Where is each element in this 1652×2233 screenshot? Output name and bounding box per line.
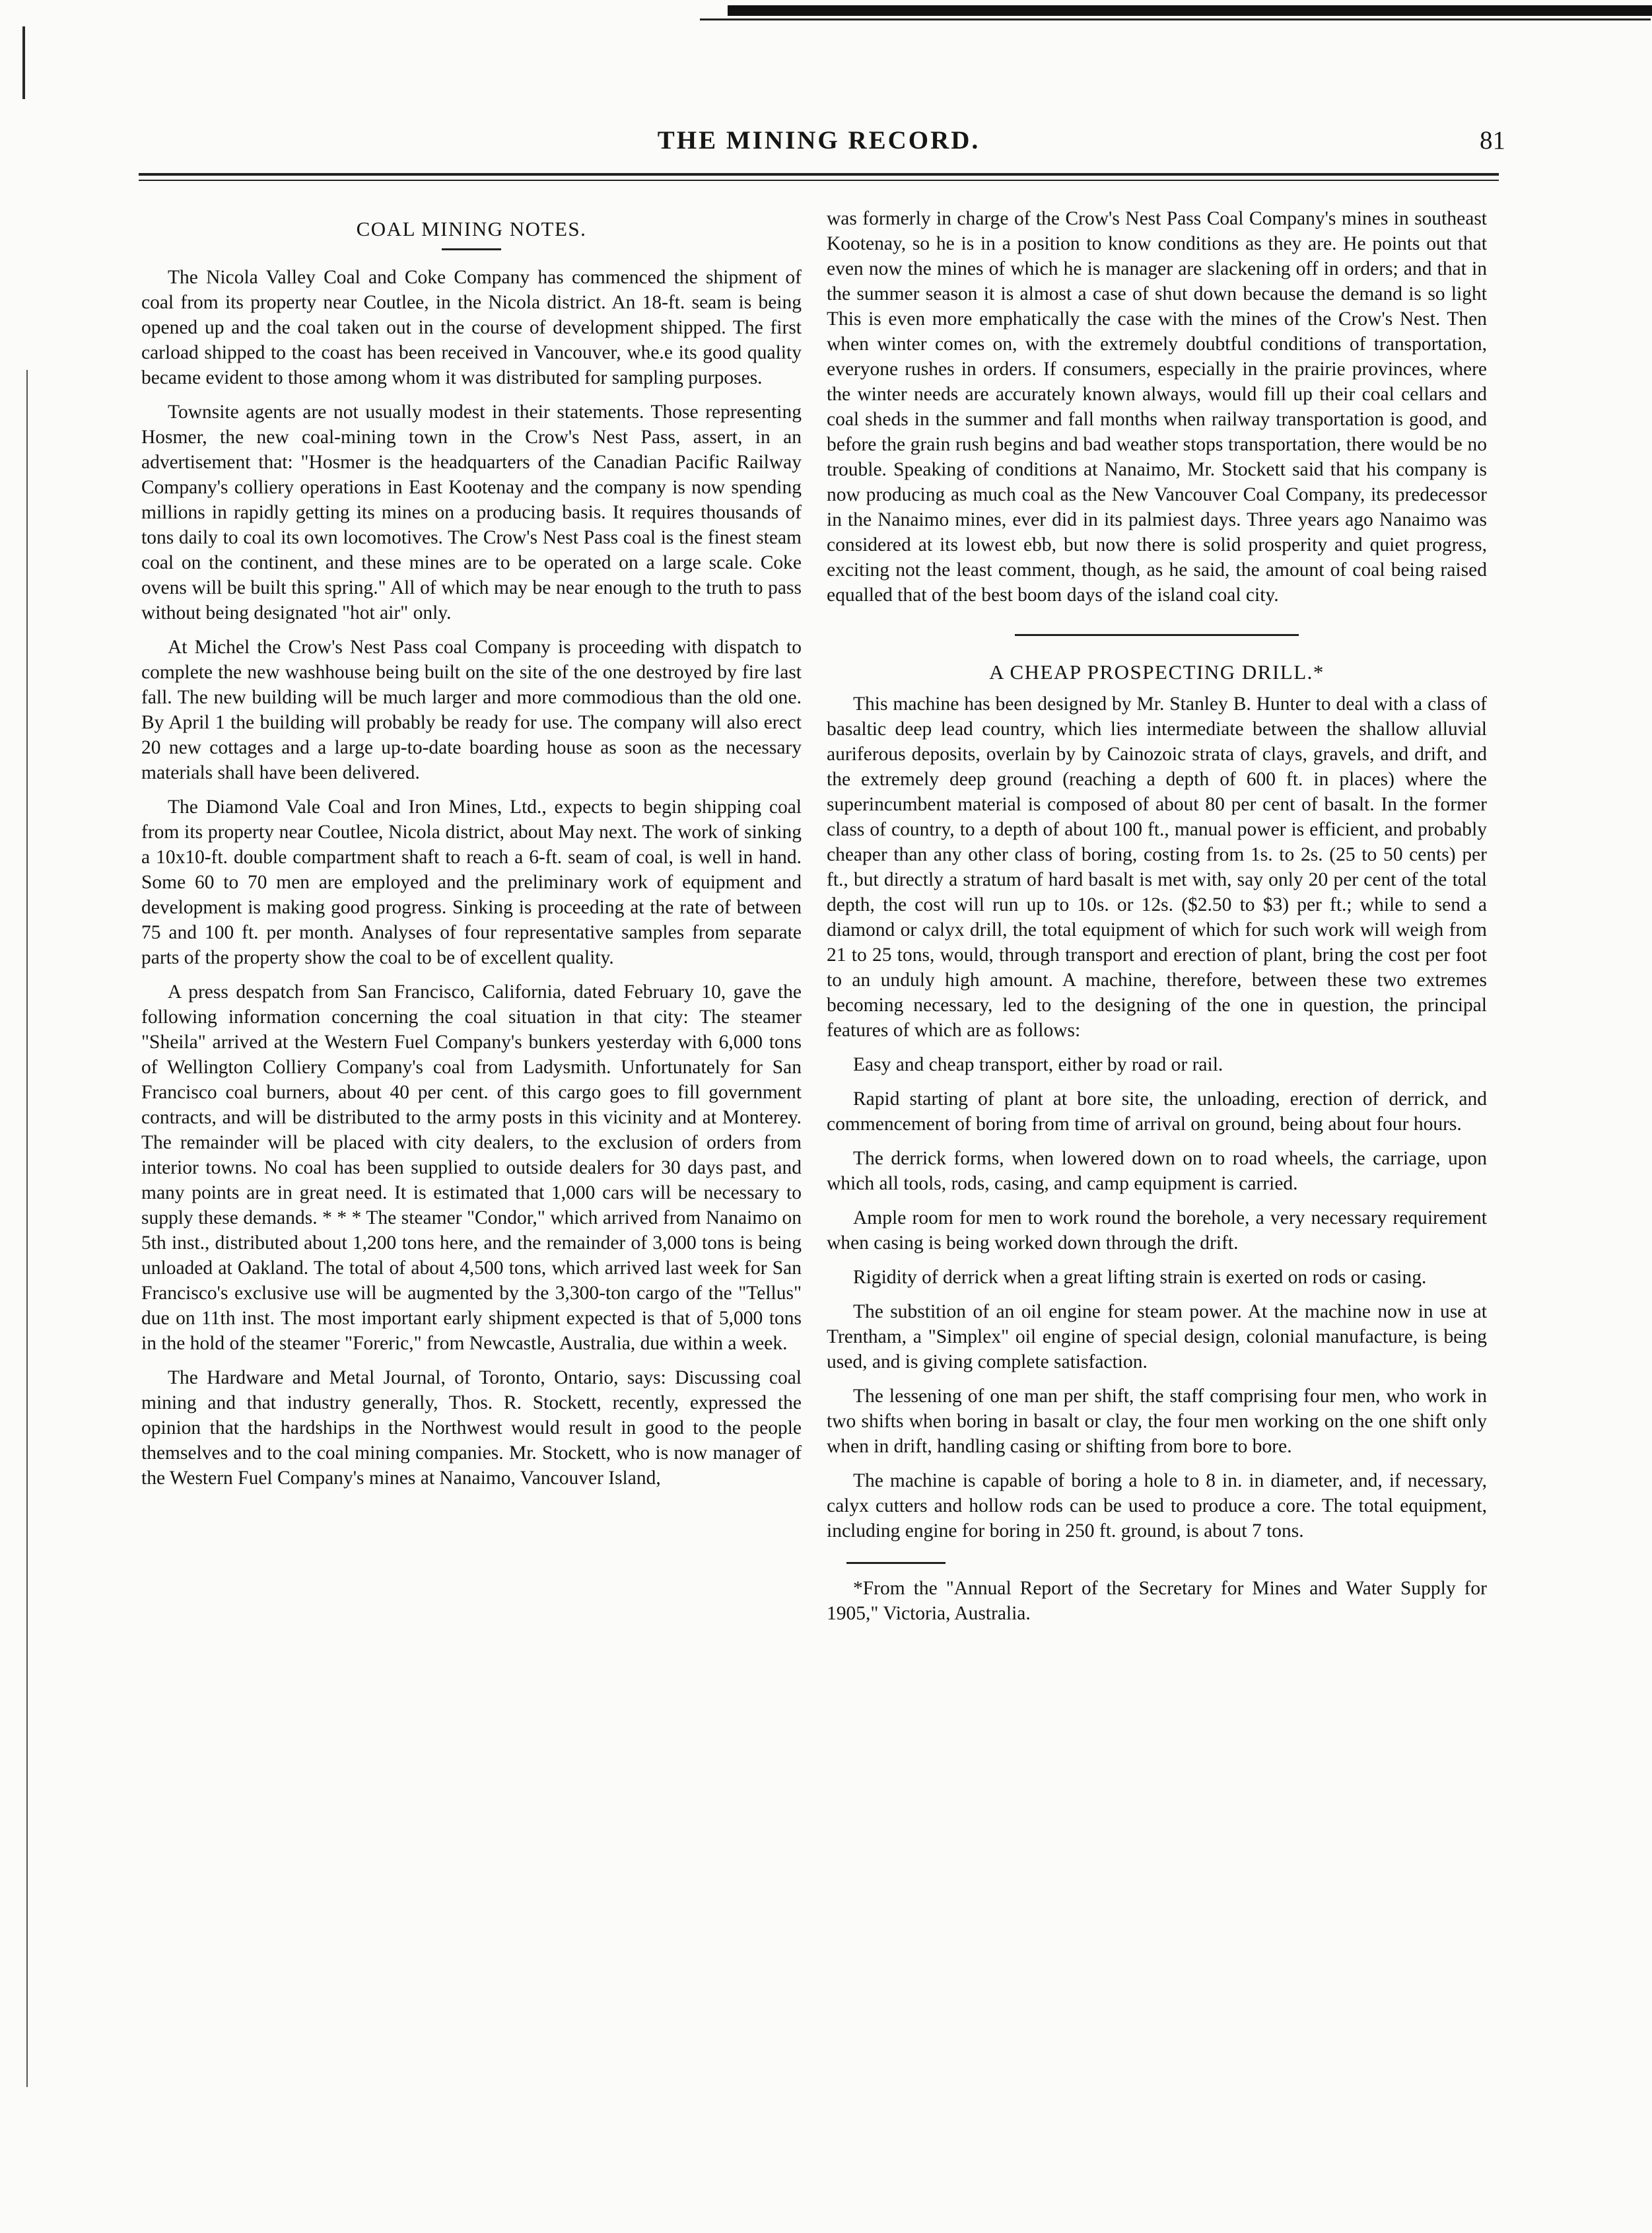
paragraph: The derrick forms, when lowered down on to road wheels, the carriage, upon which all tools, rods, casing, and camp equipment is carried. <box>827 1148 1487 1194</box>
left-column <box>141 206 802 1500</box>
paragraph: Rapid starting of plant at bore site, the unloading, erection of derrick, and commencement of boring from time of arrival on ground, being about four hours. <box>827 1088 1487 1135</box>
paragraph: The lessening of one man per shift, the staff comprising four men, who work in two shifts when boring in basalt or clay, the four men working on the one shift only when in drift, handling casing or shifting from bore to bore. <box>827 1386 1487 1457</box>
paragraph: The Nicola Valley Coal and Coke Company has commenced the shipment of coal from its property near Coutlee, in the Nicola district. An 18-ft. seam is being opened up and the coal taken out in the course of development shipped. The first carload shipped to the coast has been received in Vancouver, whe.e its good quality became evident to those among whom it was distributed for sampling purposes. <box>141 267 802 388</box>
scan-border-top <box>728 5 1652 16</box>
paragraph: The Diamond Vale Coal and Iron Mines, Ltd., expects to begin shipping coal from its property near Coutlee, Nicola district, about May next. The work of sinking a 10x10-ft. double compartment shaft to reach a 6-ft. seam of coal, is well in hand. Some 60 to 70 men are employed and the preliminary work of equipment and development is making good progress. Sinking is proceeding at the rate of between 75 and 100 ft. per month. Analyses of four representative samples from separate parts of the property show the coal to be of excellent quality. <box>141 797 802 968</box>
paragraph: A press despatch from San Francisco, California, dated February 10, gave the following information concerning the coal situation in that city: The steamer "Sheila" arrived at the Western Fuel Company's bunkers yesterday with 6,000 tons of Wellington Colliery Company's coal from Ladysmith. Unfortunately for San Francisco coal burners, about 40 per cent. of this cargo goes to fill government contracts, and will be distributed to the army posts in this vicinity and at Monterey. The remainder will be placed with city dealers, to the exclusion of orders from interior towns. No coal has been supplied to outside dealers for 30 days past, and many points are in great need. It is estimated that 1,000 cars will be necessary to supply these demands. * * * The steamer "Condor," which arrived from Nanaimo on 5th inst., distributed about 1,200 tons here, and the remainder of 3,000 tons is being unloaded at Oakland. The total of about 4,500 tons, which arrived last week for San Francisco's exclusive use will be augmented by the 3,300-ton cargo of the "Tellus" due on 11th inst. The most important early shipment expected is that of 5,000 tons in the hold of the steamer "Foreric," from Newcastle, Australia, due within a week. <box>141 981 802 1354</box>
scan-border-top-thin <box>700 18 1651 20</box>
paragraph: Townsite agents are not usually modest in their statements. Those representing Hosmer, the new coal-mining town in the Crow's Nest Pass, assert, in an advertisement that: "Hosmer is the headquarters of the Canadian Pacific Railway Company's colliery operations in East Kootenay and the company is now spending millions in rapidly getting its mines on a producing basis. It requires thousands of tons daily to coal its own locomotives. The Crow's Nest Pass coal is the finest steam coal on the continent, and these mines are to be operated on a large scale. Coke ovens will be built this spring." All of which may be near enough to the truth to pass without being designated "hot air" only. <box>141 402 802 623</box>
scan-margin-mark <box>22 26 25 99</box>
paragraph: The Hardware and Metal Journal, of Toronto, Ontario, says: Discussing coal mining and that industry generally, Thos. R. Stockett, recently, expressed the opinion that the hardships in the Northwest would result in good to the people themselves and to the coal mining companies. Mr. Stockett, who is now manager of the Western Fuel Company's mines at Nanaimo, Vancouver Island, <box>141 1367 802 1489</box>
page-number: 81 <box>1480 126 1505 155</box>
paragraph: The machine is capable of boring a hole to 8 in. in diameter, and, if necessary, calyx cutters and hollow rods can be used to produce a core. The total equipment, including engine for boring in 250 ft. ground, is about 7 tons. <box>827 1470 1487 1542</box>
article-heading: COAL MINING NOTES. <box>356 217 587 240</box>
continued-paragraph: was formerly in charge of the Crow's Nest Pass Coal Company's mines in southeast Kootenay, so he is in a position to know conditions as they are. He points out that even now the mines of which he is manager are slackening off in orders; and that in the summer season it is almost a case of shut down because the demand is so light This is even more emphatically the case with the mines of the Crow's Nest. Then when winter comes on, with the extremely doubtful conditions of transportation, everyone rushes in orders. If consumers, especially in the prairie provinces, where the winter needs are accurately known always, would fill up their coal cellars and coal sheds in the summer and fall months when railway transportation is good, and before the grain rush begins and bad weather stops transportation, there would be no trouble. Speaking of conditions at Nanaimo, Mr. Stockett said that his company is now producing as much coal as the New Vancouver Coal Company, its predecessor in the Nanaimo mines, ever did in its palmiest days. Three years ago Nanaimo was considered at its lowest ebb, but now there is solid prosperity and quiet progress, exciting not the least comment, though, as he said, the amount of coal being raised equalled that of the best boom days of the island coal city. <box>827 208 1487 606</box>
article-heading: A CHEAP PROSPECTING DRILL.* <box>989 660 1325 684</box>
header-rule-thick <box>139 173 1499 176</box>
heading-rule <box>442 248 501 250</box>
paragraph: The substition of an oil engine for steam power. At the machine now in use at Trentham, a "Simplex" oil engine of special design, colonial manufacture, is being used, and is giving complete satisfaction. <box>827 1301 1487 1372</box>
paragraph: At Michel the Crow's Nest Pass coal Company is proceeding with dispatch to complete the new washhouse being built on the site of the one destroyed by fire last fall. The new building will be much larger and more commodious than the old one. By April 1 the building will probably be ready for use. The company will also erect 20 new cottages and a large up-to-date boarding house as soon as the necessary materials shall have been delivered. <box>141 637 802 783</box>
right-column <box>827 206 1487 1635</box>
paragraph: Easy and cheap transport, either by road or rail. <box>853 1054 1223 1075</box>
paragraph: Rigidity of derrick when a great lifting strain is exerted on rods or casing. <box>853 1267 1427 1288</box>
paragraph: This machine has been designed by Mr. Stanley B. Hunter to deal with a class of basaltic deep lead country, which lies intermediate between the shallow alluvial auriferous deposits, overlain by by Cainozoic strata of clays, gravels, and drift, and the extremely deep ground (reaching a depth of 600 ft. in places) where the superincumbent material is composed of about 80 per cent of basalt. In the former class of country, to a depth of about 100 ft., manual power is efficient, and probably cheaper than any other class of boring, costing from 1s. to 2s. (25 to 50 cents) per ft., but directly a stratum of hard basalt is met with, say only 20 per cent of the total depth, the cost will run up to 10s. or 12s. ($2.50 to $3) per ft.; while to send a diamond or calyx drill, the total equipment of which for such work will weigh from 21 to 25 tons, would, through transport and erection of plant, bring the cost per foot to an unduly high amount. A machine, therefore, between these two extremes becoming necessary, led to the designing of the one in question, the principal features of which are as follows: <box>827 693 1487 1041</box>
header-rule-thin <box>139 180 1499 181</box>
footnote-rule <box>846 1562 946 1564</box>
page-header <box>132 125 1505 165</box>
section-rule <box>1015 634 1299 636</box>
running-title: THE MINING RECORD. <box>657 126 981 155</box>
scan-margin-line <box>26 370 28 2087</box>
paragraph: Ample room for men to work round the borehole, a very necessary requirement when casing is being worked down through the drift. <box>827 1207 1487 1254</box>
footnote: *From the "Annual Report of the Secretary for Mines and Water Supply for 1905," Victoria, Australia. <box>827 1578 1487 1624</box>
